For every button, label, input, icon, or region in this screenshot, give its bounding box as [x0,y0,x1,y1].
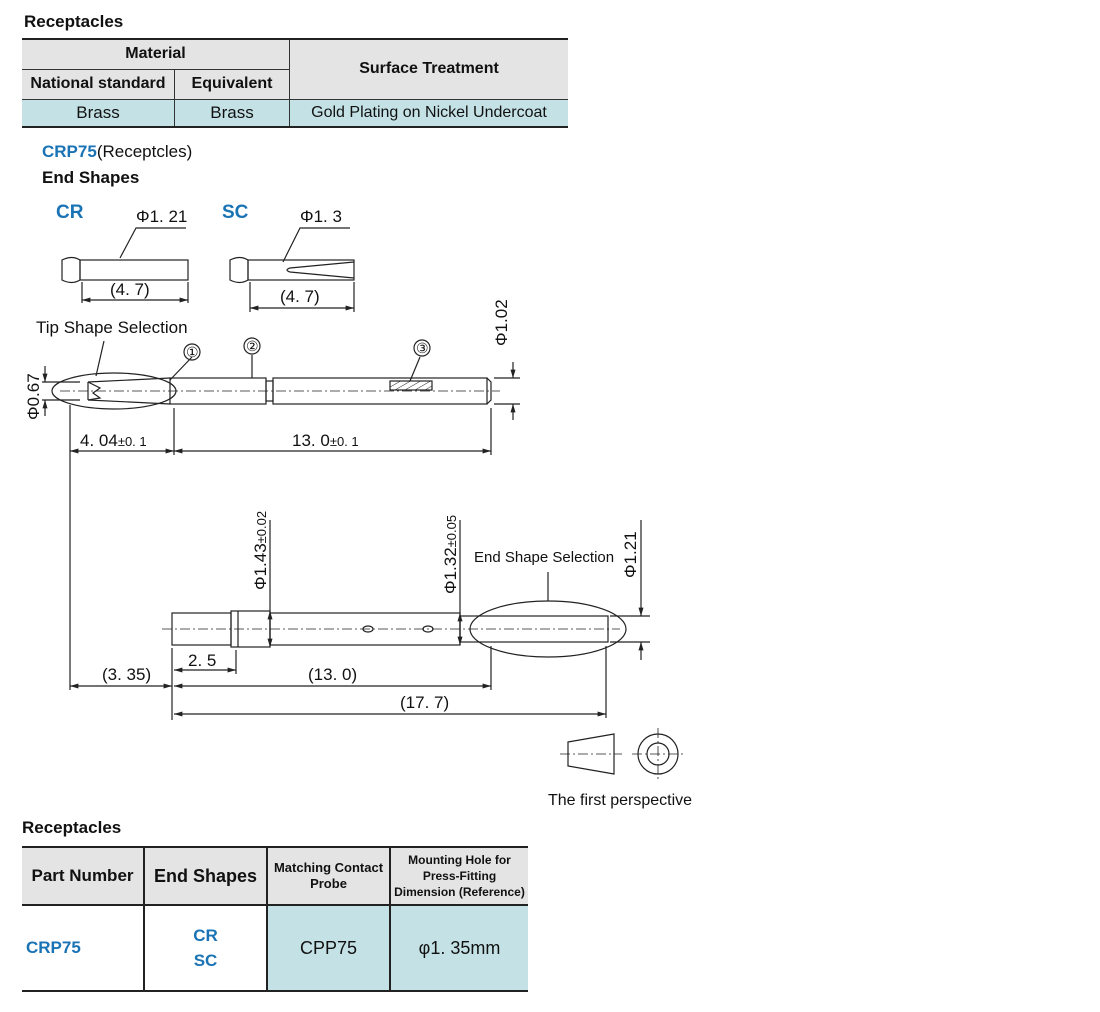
material-header: Material [22,39,290,69]
dim-sleeve-diameter: Φ1.32±0.05 [441,514,460,594]
national-standard-header: National standard [22,69,175,99]
equivalent-header: Equivalent [175,69,290,99]
national-standard-value: Brass [22,99,175,127]
sc-length: (4. 7) [280,287,320,306]
equivalent-value: Brass [175,99,290,127]
projection-label: The first perspective [548,792,693,809]
tip-shape-selection: Tip Shape Selection [36,318,188,337]
receptacles-title: Receptacles [24,12,124,31]
part-number-cell: CRP75 [22,905,144,991]
end-shape-cr-label: CR [56,202,84,223]
sc-diameter: Φ1. 3 [300,207,342,226]
parts-table-title: Receptacles [22,818,122,837]
dim-tip-length: 4. 04±0. 1 [80,431,147,450]
part-number-header: Part Number [22,847,144,905]
product-code: CRP75 [42,142,97,161]
dim-flange-length: 2. 5 [188,651,217,670]
callout-3: ③ [416,340,429,356]
product-name: (Receptcles) [96,142,193,161]
surface-treatment-header: Surface Treatment [290,39,569,99]
dim-sleeve-length: (13. 0) [308,665,358,684]
parts-table [22,846,528,992]
end-shape-sc: SC [193,951,218,970]
surface-treatment-value: Gold Plating on Nickel Undercoat [290,99,569,127]
end-shapes-cell [144,905,267,991]
dim-flange-diameter: Φ1.43±0.02 [251,510,270,590]
matching-probe-cell: CPP75 [267,905,390,991]
end-shape-selection: End Shape Selection [474,549,615,566]
mounting-hole-header: Mounting Hole for Press-Fitting Dimension (Reference) [390,847,528,905]
callout-1: ① [186,344,199,360]
dim-body-diameter: Φ1.02 [492,299,511,346]
dim-offset: (3. 35) [102,665,152,684]
cr-diameter: Φ1. 21 [136,207,188,226]
mounting-hole-cell: φ1. 35mm [390,905,528,991]
dim-body-length: 13. 0±0. 1 [292,431,359,450]
end-shapes-title: End Shapes [42,168,140,187]
dim-end-diameter: Φ1.21 [621,531,640,578]
end-shape-sc-label: SC [222,202,249,223]
cr-length: (4. 7) [110,280,150,299]
callout-2: ② [246,338,259,354]
end-shape-cr: CR [193,926,218,945]
end-shapes-header: End Shapes [144,847,267,905]
dim-tip-diameter: Φ0.67 [24,373,43,420]
matching-probe-header: Matching Contact Probe [267,847,390,905]
dim-total-length: (17. 7) [400,693,450,712]
